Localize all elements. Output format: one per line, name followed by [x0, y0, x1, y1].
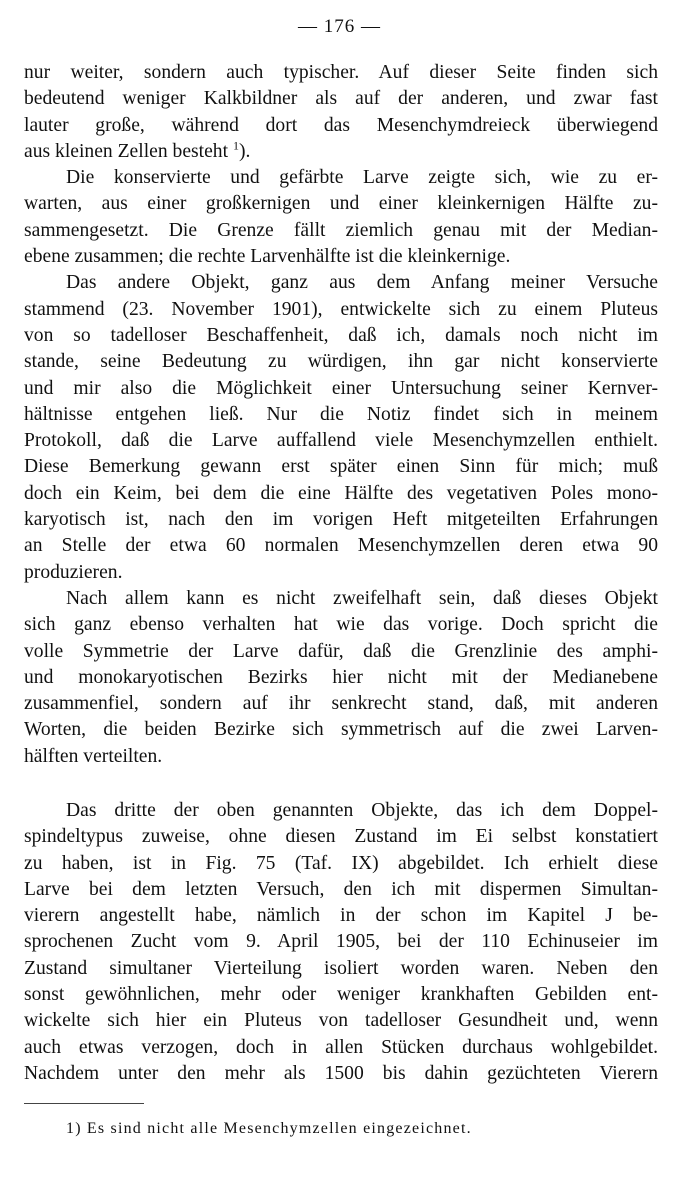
paragraph-conclusion [24, 586, 658, 770]
text-line: an Stelle der etwa 60 normalen Mesenchymzellen deren etwa 90 [24, 535, 658, 557]
text-line: Larve bei dem letzten Versuch, den ich mit dispermen Simultan- [24, 878, 658, 900]
paragraph-continuation [24, 60, 658, 165]
text-line: zusammenfiel, sondern auf ihr senkrecht stand, daß, mit anderen [24, 693, 658, 715]
text-line: Diese Bemerkung gewann erst später einen Sinn für mich; muß [24, 456, 658, 478]
text-line: lauter große, während dort das Mesenchymdreieck überwiegend [24, 114, 658, 136]
page-number: — 176 — [298, 16, 381, 37]
footnote: 1) Es sind nicht alle Mesenchymzellen eingezeichnet. [66, 1120, 472, 1137]
text-line: von so tadelloser Beschaffenheit, daß ich, damals noch nicht im [24, 324, 658, 346]
text-line: nur weiter, sondern auch typischer. Auf dieser Seite finden sich [24, 62, 658, 83]
text-line: spindeltypus zuweise, ohne diesen Zustand im Ei selbst konstatiert [24, 826, 658, 848]
text-line: sich ganz ebenso verhalten hat wie das vorige. Doch spricht die [24, 614, 658, 636]
text-line: ebene zusammen; die rechte Larvenhälfte ist die kleinkernige. [24, 246, 511, 268]
text-line: warten, aus einer großkernigen und einer kleinkernigen Hälfte zu- [24, 193, 658, 215]
text-line: sonst gewöhnlichen, mehr oder weniger krankhaften Gebilden ent- [24, 984, 658, 1006]
text-line: produzieren. [24, 561, 123, 583]
text-line: und monokaryotischen Bezirks hier nicht mit der Medianebene [24, 666, 658, 688]
text-line: Worten, die beiden Bezirke sich symmetrisch auf die zwei Larven- [24, 719, 658, 741]
text-line: stande, seine Bedeutung zu würdigen, ihn gar nicht konservierte [24, 351, 658, 373]
text-line: Das andere Objekt, ganz aus dem Anfang meiner Versuche [66, 272, 658, 294]
text-line: sammengesetzt. Die Grenze fällt ziemlich genau mit der Median- [24, 219, 658, 241]
text-block-upper [24, 60, 658, 770]
footnote-reference[interactable]: 1 [232, 138, 239, 153]
text-line: und mir also die Möglichkeit einer Untersuchung seiner Kernver- [24, 377, 658, 399]
text-line-body: aus kleinen Zellen besteht [24, 140, 229, 162]
text-line: Protokoll, daß die Larve auffallend viele Mesenchymzellen enthielt. [24, 430, 658, 452]
paragraph-third-object [24, 798, 658, 1087]
text-line: sprochenen Zucht vom 9. April 1905, bei der 110 Echinuseier im [24, 931, 658, 953]
text-line: Die konservierte und gefärbte Larve zeigte sich, wie zu er- [66, 167, 658, 189]
text-block-lower [24, 798, 658, 1087]
text-line: Nachdem unter den mehr als 1500 bis dahin gezüchteten Vierern [24, 1062, 658, 1084]
text-line-tail: ). [238, 140, 251, 162]
text-line: auch etwas verzogen, doch in allen Stücken durchaus wohlgebildet. [24, 1036, 658, 1058]
text-line: zu haben, ist in Fig. 75 (Taf. IX) abgebildet. Ich erhielt diese [24, 852, 658, 874]
text-line: Zustand simultaner Vierteilung isoliert worden waren. Neben den [24, 957, 658, 979]
paragraph-other-object [24, 270, 658, 586]
text-line: stammend (23. November 1901), entwickelte sich zu einem Pluteus [24, 298, 658, 320]
text-line: vierern angestellt habe, nämlich in der schon im Kapitel J be- [24, 905, 658, 927]
text-line: Nach allem kann es nicht zweifelhaft sein, daß dieses Objekt [66, 587, 658, 609]
text-line: volle Symmetrie der Larve dafür, daß die Grenzlinie des amphi- [24, 640, 658, 662]
text-line: hälften verteilten. [24, 745, 163, 767]
text-line: karyotisch ist, nach den im vorigen Heft mitgeteilten Erfahrungen [24, 509, 658, 531]
text-line: doch ein Keim, bei dem die eine Hälfte des vegetativen Poles mono- [24, 482, 658, 504]
text-line: bedeutend weniger Kalkbildner als auf der anderen, und zwar fast [24, 88, 658, 110]
text-line [24, 139, 658, 165]
footnote-divider [24, 1103, 144, 1104]
text-line: hältnisse entgehen ließ. Nur die Notiz findet sich in meinem [24, 403, 658, 425]
text-line: wickelte sich hier ein Pluteus von tadelloser Gesundheit und, wenn [24, 1010, 658, 1032]
text-line: Das dritte der oben genannten Objekte, das ich dem Doppel- [66, 800, 658, 821]
paragraph-larva-description [24, 165, 658, 270]
